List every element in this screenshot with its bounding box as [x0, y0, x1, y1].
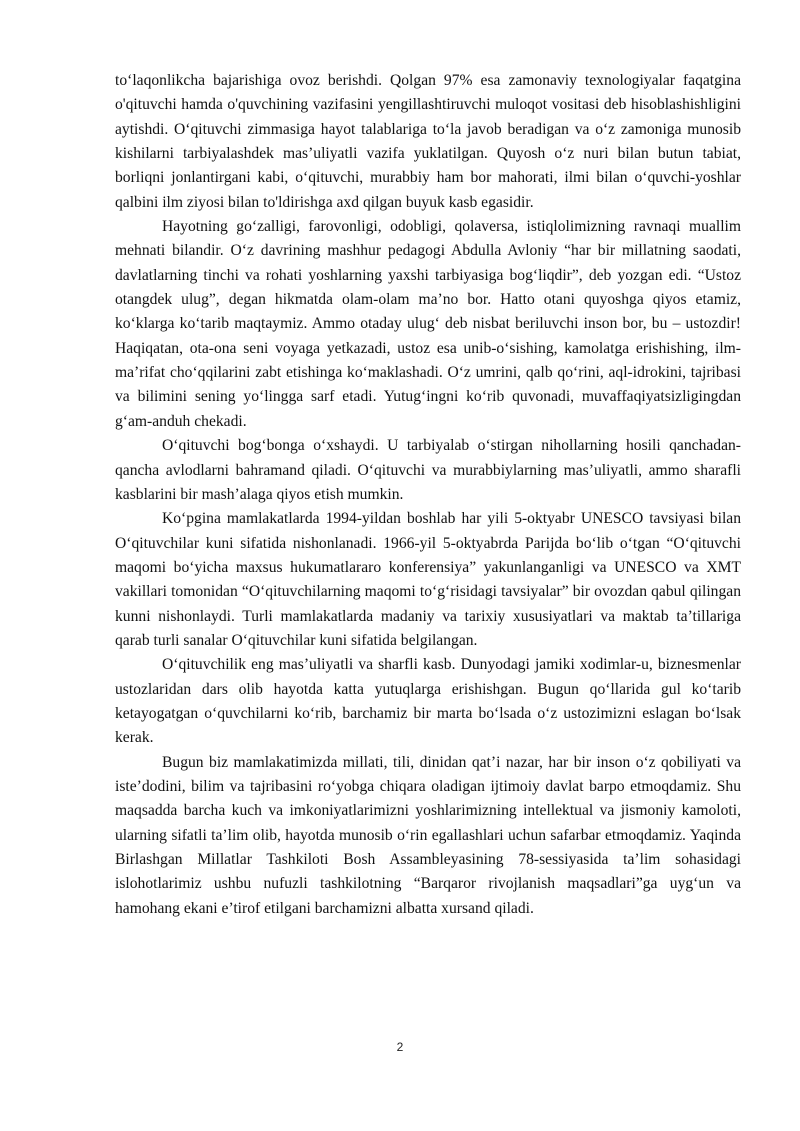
paragraph-profession: O‘qituvchilik eng mas’uliyatli va sharfli kasb. Dunyodagi jamiki xodimlar-u, biznesmenlar ustozlaridan dars olib hayotda katta yutuqlarga erishishgan. Bugun qo‘llarida gul ko‘tarib ketayogatgan o‘quvchilarni ko‘rib, barchamiz bir marta bo‘lsada o‘z ustozimizni eslagan bo‘lsak kerak.: [115, 656, 741, 747]
paragraph-continuation: to‘laqonlikcha bajarishiga ovoz berishdi. Qolgan 97% esa zamonaviy texnologiyalar faqatgina o'qituvchi hamda o'quvchining vazifasini yengillashtiruvchi muloqot vositasi deb hisoblashishligini aytishdi. O‘qituvchi zimmasiga hayot talablariga to‘la javob beradigan va o‘z zamoniga munosib kishilarni tarbiyalashdek mas’uliyatli vazifa yuklatilgan. Quyosh o‘z nuri bilan butun tabiat, borliqni jonlantirgani kabi, o‘qituvchi, murabbiy ham bor mahorati, ilmi bilan o‘quvchi-yoshlar qalbini ilm ziyosi bilan to'ldirishga axd qilgan buyuk kasb egasidir.: [115, 72, 741, 211]
page-number: 2: [396, 1040, 404, 1054]
document-body: [115, 69, 741, 921]
paragraph-state-policy: Bugun biz mamlakatimizda millati, tili, dinidan qat’i nazar, har bir inson o‘z qobiliyati va iste’dodini, bilim va tajribasini ro‘yobga chiqara oladigan ijtimoiy davlat barpo etmoqdamiz. Shu maqsadda barcha kuch va imkoniyatlarimizni yoshlarimizning intellektual va jismoniy kamoloti, ularning sifatli ta’lim olib, hayotda munosib o‘rin egallashlari uchun safarbar etmoqdamiz. Yaqinda Birlashgan Millatlar Tashkiloti Bosh Assambleyasining 78-sessiyasida ta’lim sohasidagi islohotlarimiz ushbu nufuzli tashkilotning “Barqaror rivojlanish maqsadlari”ga uyg‘un va hamohang ekani e’tirof etilgani barchamizni albatta xursand qiladi.: [115, 753, 741, 917]
paragraph-gardener-metaphor: O‘qituvchi bog‘bonga o‘xshaydi. U tarbiyalab o‘stirgan nihollarning hosili qanchadan-qancha avlodlarni bahramand qiladi. O‘qituvchi va murabbiylarning mas’uliyatli, ammo sharafli kasblarini bir mash’alaga qiyos etish mumkin.: [115, 437, 741, 503]
paragraph-teacher-importance: Hayotning go‘zalligi, farovonligi, odobligi, qolaversa, istiqlolimizning ravnaqi muallim mehnati bilandir. O‘z davrining mashhur pedagogi Abdulla Avloniy “har bir millatning saodati, davlatlarning tinchi va rohati yoshlarning yaxshi tarbiyasiga bog‘liqdir”, deb yozgan edi. “Ustoz otangdek ulug”, degan hikmatda olam-olam ma’no bor. Hatto otani quyoshga qiyos etamiz, ko‘klarga ko‘tarib maqtaymiz. Ammo otaday ulug‘ deb nisbat beriluvchi inson bor, bu – ustozdir! Haqiqatan, ota-ona seni voyaga yetkazadi, ustoz esa unib-o‘sishing, kamolatga erishishing, ilm-ma’rifat cho‘qqilarini zabt etishinga ko‘maklashadi. O‘z umrini, qalb qo‘rini, aql-idrokini, tajribasi va bilimini sening yo‘lingga sarf etadi. Yutug‘ingni ko‘rib quvonadi, muvaffaqiyatsizligingdan g‘am-anduh chekadi.: [115, 218, 741, 430]
paragraph-teachers-day: Ko‘pgina mamlakatlarda 1994-yildan boshlab har yili 5-oktyabr UNESCO tavsiyasi bilan O‘qituvchilar kuni sifatida nishonlanadi. 1966-yil 5-oktyabrda Parijda bo‘lib o‘tgan “O‘qituvchi maqomi bo‘yicha maxsus hukumatlararo konferensiya” yakunlanganligi va UNESCO va XMT vakillari tomonidan “O‘qituvchilarning maqomi to‘g‘risidagi tavsiyalar” bir ovozdan qabul qilingan kunni nishonlaydi. Turli mamlakatlarda madaniy va tarixiy xususiyatlari va maktab ta’tillariga qarab turli sanalar O‘qituvchilar kuni sifatida belgilangan.: [115, 510, 741, 649]
